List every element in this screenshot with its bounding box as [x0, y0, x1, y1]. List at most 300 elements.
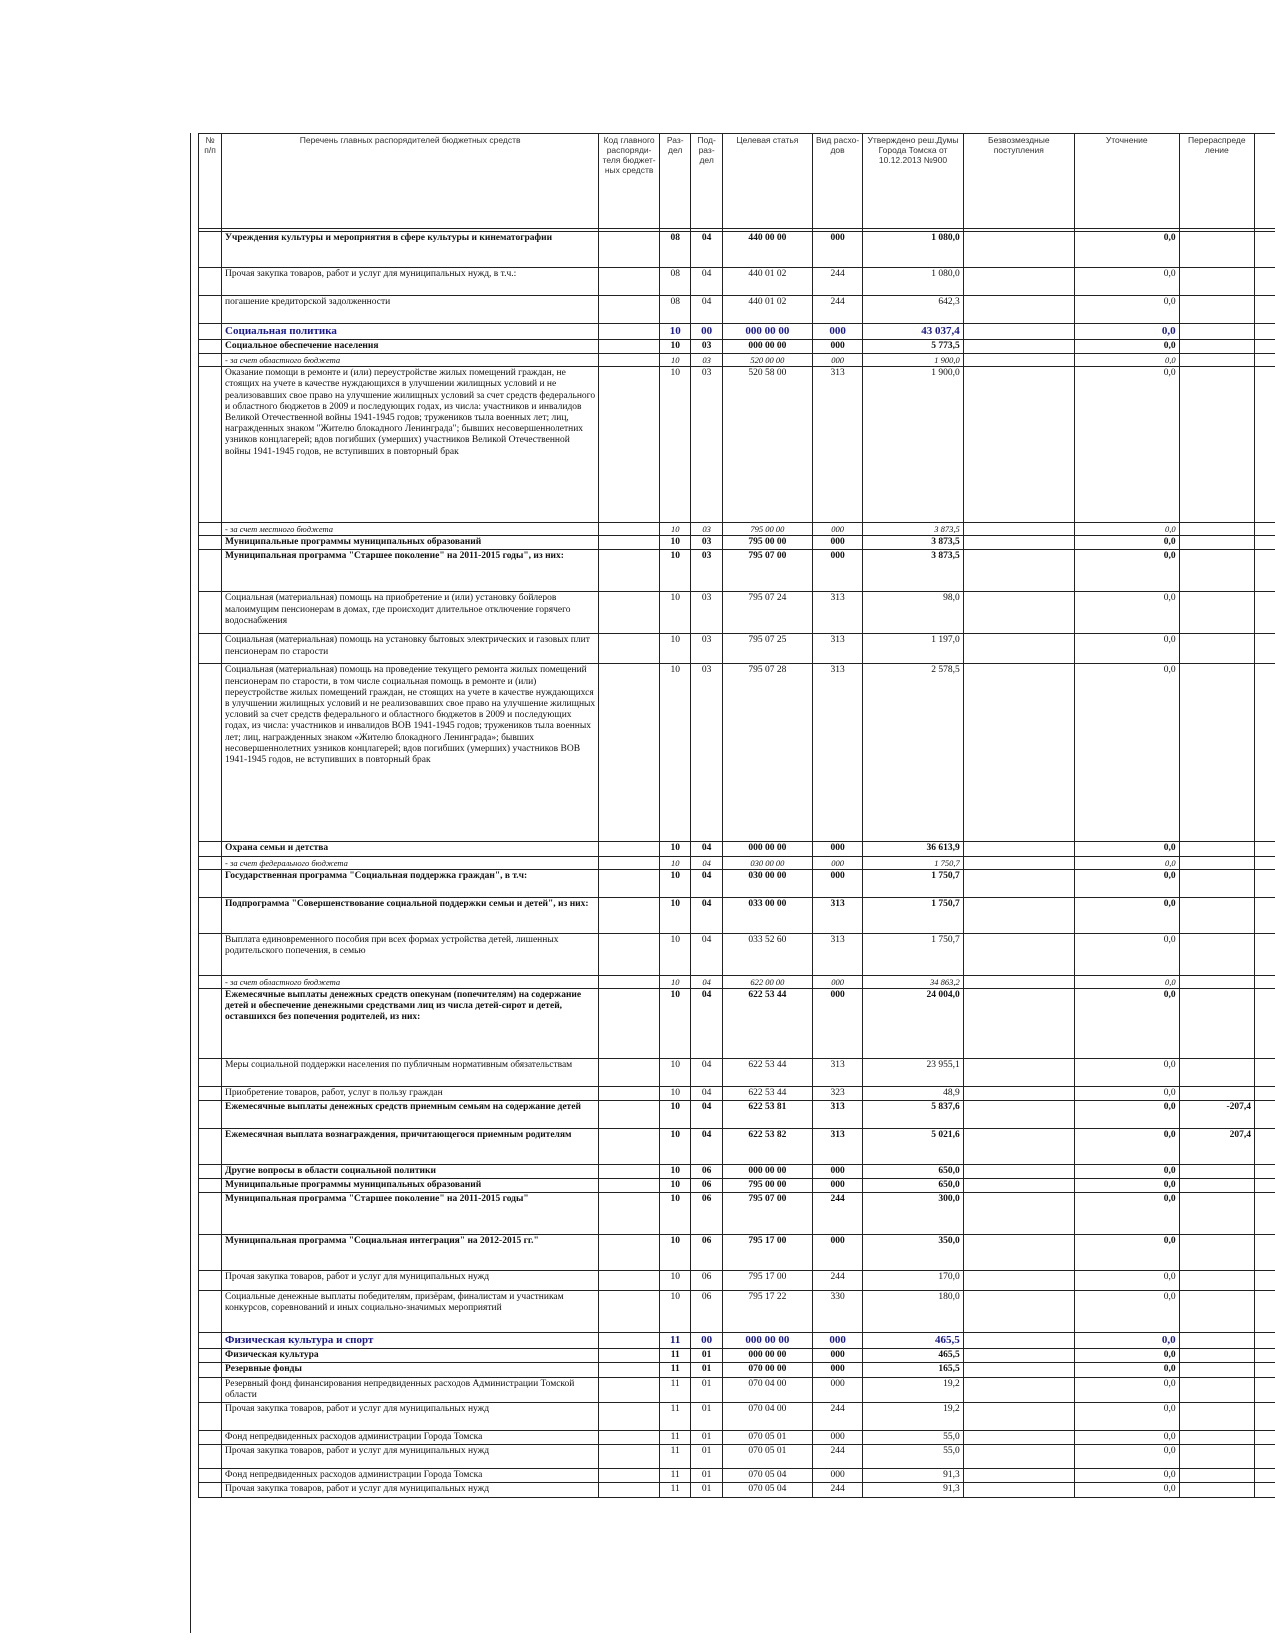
row-utochn-cell: 0,0 — [1074, 1483, 1179, 1497]
row-utochn-cell: 0,0 — [1074, 1086, 1179, 1100]
row-num-cell — [199, 1431, 222, 1445]
row-pereras-cell — [1179, 842, 1254, 856]
row-utv-cell: 1 080,0 — [863, 232, 964, 268]
row-celevaya-cell: 795 17 00 — [722, 1271, 812, 1291]
row-extra-cell — [1255, 1469, 1275, 1483]
table-row — [199, 324, 1275, 340]
row-kod-cell — [599, 296, 660, 324]
row-razdel-cell: 10 — [660, 367, 691, 523]
row-pereras-cell — [1179, 1403, 1254, 1431]
row-utochn-cell: 0,0 — [1074, 664, 1179, 842]
row-razdel-cell: 11 — [660, 1363, 691, 1377]
row-pereras-cell — [1179, 1333, 1254, 1349]
table-row — [199, 339, 1275, 353]
row-pereras-cell — [1179, 856, 1254, 869]
row-kod-cell — [599, 1363, 660, 1377]
row-num-cell — [199, 1164, 222, 1178]
row-bezvozm-cell — [963, 1271, 1074, 1291]
row-extra-cell — [1255, 592, 1275, 634]
row-bezvozm-cell — [963, 324, 1074, 340]
row-extra-cell — [1255, 354, 1275, 367]
row-num-cell — [199, 268, 222, 296]
row-celevaya-cell: 440 01 02 — [722, 296, 812, 324]
row-razdel-cell: 10 — [660, 897, 691, 933]
row-utv-cell: 5 837,6 — [863, 1100, 964, 1128]
row-pereras-cell — [1179, 1164, 1254, 1178]
row-podrazdel-cell: 03 — [691, 339, 722, 353]
row-celevaya-cell: 795 17 00 — [722, 1235, 812, 1271]
row-name-cell: Социальная (материальная) помощь на установку бытовых электрических и газовых плит пенсионерам по старости — [222, 634, 599, 664]
row-podrazdel-cell: 06 — [691, 1271, 722, 1291]
row-name-cell: Государственная программа "Социальная поддержка граждан", в т.ч: — [222, 869, 599, 897]
row-utv-cell: 1 750,7 — [863, 856, 964, 869]
row-kod-cell — [599, 1100, 660, 1128]
row-bezvozm-cell — [963, 933, 1074, 975]
table-row — [199, 634, 1275, 664]
row-celevaya-cell: 622 00 00 — [722, 975, 812, 988]
table-row — [199, 1403, 1275, 1431]
row-bezvozm-cell — [963, 523, 1074, 536]
row-razdel-cell: 10 — [660, 1164, 691, 1178]
row-celevaya-cell: 795 17 22 — [722, 1291, 812, 1333]
row-num-cell — [199, 869, 222, 897]
row-celevaya-cell: 000 00 00 — [722, 1164, 812, 1178]
row-extra-cell — [1255, 664, 1275, 842]
row-extra-cell — [1255, 324, 1275, 340]
row-num-cell — [199, 933, 222, 975]
row-vid-cell: 313 — [812, 367, 862, 523]
row-kod-cell — [599, 1179, 660, 1193]
row-celevaya-cell: 520 58 00 — [722, 367, 812, 523]
row-pereras-cell — [1179, 933, 1254, 975]
row-name-cell: Выплата единовременного пособия при всех формах устройства детей, лишенных родительского попечения, в семью — [222, 933, 599, 975]
row-utochn-cell: 0,0 — [1074, 842, 1179, 856]
row-podrazdel-cell: 04 — [691, 975, 722, 988]
row-razdel-cell: 10 — [660, 988, 691, 1058]
row-extra-cell — [1255, 1100, 1275, 1128]
row-podrazdel-cell: 01 — [691, 1363, 722, 1377]
row-utv-cell: 5 021,6 — [863, 1128, 964, 1164]
row-vid-cell: 000 — [812, 1469, 862, 1483]
row-pereras-cell — [1179, 536, 1254, 550]
row-extra-cell — [1255, 1164, 1275, 1178]
row-vid-cell: 313 — [812, 592, 862, 634]
row-name-cell: Фонд непредвиденных расходов администрации Города Томска — [222, 1431, 599, 1445]
row-vid-cell: 000 — [812, 856, 862, 869]
row-utv-cell: 1 750,7 — [863, 897, 964, 933]
row-razdel-cell: 10 — [660, 1235, 691, 1271]
row-celevaya-cell: 795 00 00 — [722, 536, 812, 550]
row-utv-cell: 465,5 — [863, 1349, 964, 1363]
row-vid-cell: 000 — [812, 1431, 862, 1445]
table-row — [199, 664, 1275, 842]
budget-table-sheet — [198, 133, 1275, 1498]
row-kod-cell — [599, 232, 660, 268]
row-name-cell: Муниципальная программа "Старшее поколение" на 2011-2015 годы" — [222, 1193, 599, 1235]
row-podrazdel-cell: 04 — [691, 988, 722, 1058]
row-celevaya-cell: 070 05 04 — [722, 1469, 812, 1483]
row-extra-cell — [1255, 1128, 1275, 1164]
row-num-cell — [199, 1058, 222, 1086]
row-name-cell: - за счет местного бюджета — [222, 523, 599, 536]
row-utochn-cell: 0,0 — [1074, 268, 1179, 296]
row-podrazdel-cell: 04 — [691, 1086, 722, 1100]
row-bezvozm-cell — [963, 1363, 1074, 1377]
row-bezvozm-cell — [963, 1128, 1074, 1164]
row-extra-cell — [1255, 1193, 1275, 1235]
row-pereras-cell — [1179, 1271, 1254, 1291]
row-extra-cell — [1255, 869, 1275, 897]
table-row — [199, 1058, 1275, 1086]
row-razdel-cell: 10 — [660, 592, 691, 634]
row-pereras-cell — [1179, 1058, 1254, 1086]
row-pereras-cell — [1179, 1235, 1254, 1271]
row-celevaya-cell: 622 53 81 — [722, 1100, 812, 1128]
header-vid: Вид расхо- дов — [812, 134, 862, 229]
row-vid-cell: 244 — [812, 1445, 862, 1469]
row-kod-cell — [599, 1483, 660, 1497]
row-utochn-cell: 0,0 — [1074, 1271, 1179, 1291]
row-bezvozm-cell — [963, 1179, 1074, 1193]
row-num-cell — [199, 592, 222, 634]
row-utv-cell: 3 873,5 — [863, 523, 964, 536]
row-bezvozm-cell — [963, 1193, 1074, 1235]
row-name-cell: Ежемесячная выплата вознаграждения, причитающегося приемным родителям — [222, 1128, 599, 1164]
row-bezvozm-cell — [963, 1445, 1074, 1469]
row-vid-cell: 000 — [812, 1164, 862, 1178]
row-razdel-cell: 10 — [660, 536, 691, 550]
table-row — [199, 1469, 1275, 1483]
row-celevaya-cell: 070 04 00 — [722, 1403, 812, 1431]
row-podrazdel-cell: 06 — [691, 1164, 722, 1178]
row-extra-cell — [1255, 268, 1275, 296]
row-name-cell: - за счет федерального бюджета — [222, 856, 599, 869]
row-bezvozm-cell — [963, 988, 1074, 1058]
row-num-cell — [199, 367, 222, 523]
row-bezvozm-cell — [963, 232, 1074, 268]
row-razdel-cell: 10 — [660, 523, 691, 536]
row-utochn-cell: 0,0 — [1074, 1128, 1179, 1164]
table-row — [199, 1235, 1275, 1271]
row-name-cell: Прочая закупка товаров, работ и услуг для муниципальных нужд, в т.ч.: — [222, 268, 599, 296]
row-name-cell: Физическая культура и спорт — [222, 1333, 599, 1349]
row-kod-cell — [599, 1333, 660, 1349]
row-pereras-cell — [1179, 550, 1254, 592]
row-utv-cell: 650,0 — [863, 1164, 964, 1178]
row-pereras-cell — [1179, 1193, 1254, 1235]
table-row — [199, 1333, 1275, 1349]
row-kod-cell — [599, 1431, 660, 1445]
row-vid-cell: 000 — [812, 354, 862, 367]
row-vid-cell: 000 — [812, 339, 862, 353]
row-extra-cell — [1255, 634, 1275, 664]
row-extra-cell — [1255, 1363, 1275, 1377]
row-num-cell — [199, 1100, 222, 1128]
row-extra-cell — [1255, 296, 1275, 324]
row-num-cell — [199, 1235, 222, 1271]
row-num-cell — [199, 1469, 222, 1483]
table-row — [199, 523, 1275, 536]
row-utv-cell: 48,9 — [863, 1086, 964, 1100]
row-name-cell: Муниципальная программа "Социальная интеграция" на 2012-2015 гг." — [222, 1235, 599, 1271]
row-vid-cell: 000 — [812, 1333, 862, 1349]
row-podrazdel-cell: 04 — [691, 869, 722, 897]
row-kod-cell — [599, 933, 660, 975]
row-pereras-cell — [1179, 232, 1254, 268]
row-extra-cell — [1255, 975, 1275, 988]
row-bezvozm-cell — [963, 1377, 1074, 1402]
row-celevaya-cell: 030 00 00 — [722, 869, 812, 897]
row-kod-cell — [599, 856, 660, 869]
row-kod-cell — [599, 975, 660, 988]
row-podrazdel-cell: 04 — [691, 296, 722, 324]
row-kod-cell — [599, 988, 660, 1058]
row-celevaya-cell: 000 00 00 — [722, 339, 812, 353]
row-num-cell — [199, 1483, 222, 1497]
header-name: Перечень главных распорядителей бюджетных средств — [222, 134, 599, 229]
row-utv-cell: 5 773,5 — [863, 339, 964, 353]
row-kod-cell — [599, 1058, 660, 1086]
row-vid-cell: 000 — [812, 1377, 862, 1402]
row-utv-cell: 19,2 — [863, 1403, 964, 1431]
row-utochn-cell: 0,0 — [1074, 1445, 1179, 1469]
row-extra-cell — [1255, 550, 1275, 592]
row-bezvozm-cell — [963, 1403, 1074, 1431]
row-num-cell — [199, 1086, 222, 1100]
row-extra-cell — [1255, 536, 1275, 550]
row-num-cell — [199, 536, 222, 550]
row-extra-cell — [1255, 1431, 1275, 1445]
row-celevaya-cell: 000 00 00 — [722, 1333, 812, 1349]
row-celevaya-cell: 622 53 82 — [722, 1128, 812, 1164]
row-razdel-cell: 08 — [660, 268, 691, 296]
table-row — [199, 897, 1275, 933]
row-pereras-cell — [1179, 1469, 1254, 1483]
row-name-cell: Социальная политика — [222, 324, 599, 340]
table-row — [199, 1363, 1275, 1377]
row-utochn-cell: 0,0 — [1074, 296, 1179, 324]
row-bezvozm-cell — [963, 975, 1074, 988]
row-podrazdel-cell: 04 — [691, 1058, 722, 1086]
row-num-cell — [199, 1271, 222, 1291]
row-name-cell: Охрана семьи и детства — [222, 842, 599, 856]
table-row — [199, 550, 1275, 592]
row-num-cell — [199, 1403, 222, 1431]
row-extra-cell — [1255, 988, 1275, 1058]
row-name-cell: Приобретение товаров, работ, услуг в пользу граждан — [222, 1086, 599, 1100]
row-podrazdel-cell: 03 — [691, 523, 722, 536]
row-pereras-cell — [1179, 592, 1254, 634]
row-utv-cell: 91,3 — [863, 1483, 964, 1497]
row-num-cell — [199, 354, 222, 367]
row-vid-cell: 244 — [812, 1271, 862, 1291]
row-pereras-cell: -207,4 — [1179, 1100, 1254, 1128]
row-extra-cell — [1255, 1271, 1275, 1291]
row-pereras-cell — [1179, 1291, 1254, 1333]
table-row — [199, 1349, 1275, 1363]
row-celevaya-cell: 795 00 00 — [722, 523, 812, 536]
row-name-cell: Оказание помощи в ремонте и (или) переустройстве жилых помещений граждан, не стоящих на учете в качестве нуждающихся в улучшении жилищных условий и не реализовавших свое право на улучшение жилищных условий за счет средств федерального и областного бюджетов в 2009 и последующих годах, из числа: участников и инвалидов Великой Отечественной войны 1941-1945 годов; тружеников тыла военных лет; лиц, награжденных знаком "Жителю блокадного Ленинграда"; бывших несовершеннолетних узников концлагерей; вдов погибших (умерших) участников Великой Отечественной войны 1941-1945 годов, не вступивших в повторный брак — [222, 367, 599, 523]
row-celevaya-cell: 795 07 25 — [722, 634, 812, 664]
row-utv-cell: 3 873,5 — [863, 550, 964, 592]
row-razdel-cell: 10 — [660, 1100, 691, 1128]
row-razdel-cell: 10 — [660, 1128, 691, 1164]
row-utochn-cell: 0,0 — [1074, 1377, 1179, 1402]
row-utv-cell: 465,5 — [863, 1333, 964, 1349]
row-utv-cell: 350,0 — [863, 1235, 964, 1271]
row-utochn-cell: 0,0 — [1074, 1235, 1179, 1271]
row-kod-cell — [599, 339, 660, 353]
table-row — [199, 869, 1275, 897]
row-utv-cell: 34 863,2 — [863, 975, 964, 988]
row-num-cell — [199, 1128, 222, 1164]
row-podrazdel-cell: 01 — [691, 1349, 722, 1363]
row-num-cell — [199, 988, 222, 1058]
row-utochn-cell: 0,0 — [1074, 339, 1179, 353]
row-kod-cell — [599, 324, 660, 340]
row-pereras-cell — [1179, 1179, 1254, 1193]
row-razdel-cell: 10 — [660, 933, 691, 975]
table-row — [199, 933, 1275, 975]
row-num-cell — [199, 1363, 222, 1377]
table-row — [199, 1431, 1275, 1445]
row-extra-cell — [1255, 1483, 1275, 1497]
row-podrazdel-cell: 06 — [691, 1291, 722, 1333]
row-kod-cell — [599, 268, 660, 296]
row-razdel-cell: 10 — [660, 1058, 691, 1086]
row-bezvozm-cell — [963, 664, 1074, 842]
row-utv-cell: 650,0 — [863, 1179, 964, 1193]
row-kod-cell — [599, 1291, 660, 1333]
row-razdel-cell: 11 — [660, 1431, 691, 1445]
row-utv-cell: 1 197,0 — [863, 634, 964, 664]
row-name-cell: - за счет областного бюджета — [222, 975, 599, 988]
row-utv-cell: 1 080,0 — [863, 268, 964, 296]
row-vid-cell: 000 — [812, 324, 862, 340]
row-bezvozm-cell — [963, 1483, 1074, 1497]
row-kod-cell — [599, 1445, 660, 1469]
row-num-cell — [199, 1179, 222, 1193]
row-extra-cell — [1255, 367, 1275, 523]
row-utochn-cell: 0,0 — [1074, 536, 1179, 550]
table-row — [199, 1483, 1275, 1497]
row-num-cell — [199, 232, 222, 268]
table-row — [199, 1271, 1275, 1291]
row-bezvozm-cell — [963, 634, 1074, 664]
table-row — [199, 296, 1275, 324]
header-celevaya: Целевая статья — [722, 134, 812, 229]
row-razdel-cell: 11 — [660, 1483, 691, 1497]
row-kod-cell — [599, 1377, 660, 1402]
table-row — [199, 1164, 1275, 1178]
row-pereras-cell — [1179, 975, 1254, 988]
budget-table — [198, 133, 1275, 1498]
row-vid-cell: 000 — [812, 523, 862, 536]
row-name-cell: Прочая закупка товаров, работ и услуг для муниципальных нужд — [222, 1403, 599, 1431]
row-pereras-cell — [1179, 268, 1254, 296]
row-extra-cell — [1255, 232, 1275, 268]
row-celevaya-cell: 070 04 00 — [722, 1377, 812, 1402]
table-row — [199, 842, 1275, 856]
row-utv-cell: 300,0 — [863, 1193, 964, 1235]
row-vid-cell: 000 — [812, 988, 862, 1058]
row-utv-cell: 91,3 — [863, 1469, 964, 1483]
row-celevaya-cell: 795 07 00 — [722, 550, 812, 592]
row-num-cell — [199, 975, 222, 988]
row-razdel-cell: 10 — [660, 550, 691, 592]
row-num-cell — [199, 1333, 222, 1349]
row-num-cell — [199, 1377, 222, 1402]
row-podrazdel-cell: 04 — [691, 232, 722, 268]
row-podrazdel-cell: 01 — [691, 1403, 722, 1431]
table-row — [199, 1086, 1275, 1100]
row-razdel-cell: 10 — [660, 664, 691, 842]
row-celevaya-cell: 795 07 28 — [722, 664, 812, 842]
row-utochn-cell: 0,0 — [1074, 1403, 1179, 1431]
row-vid-cell: 313 — [812, 664, 862, 842]
row-num-cell — [199, 1291, 222, 1333]
row-podrazdel-cell: 01 — [691, 1431, 722, 1445]
row-utochn-cell: 0,0 — [1074, 1164, 1179, 1178]
row-podrazdel-cell: 03 — [691, 592, 722, 634]
row-extra-cell — [1255, 842, 1275, 856]
row-vid-cell: 000 — [812, 842, 862, 856]
row-utv-cell: 1 750,7 — [863, 933, 964, 975]
row-podrazdel-cell: 06 — [691, 1179, 722, 1193]
row-celevaya-cell: 622 53 44 — [722, 988, 812, 1058]
row-vid-cell: 000 — [812, 1179, 862, 1193]
row-utochn-cell: 0,0 — [1074, 634, 1179, 664]
row-bezvozm-cell — [963, 339, 1074, 353]
header-pereras: Перераспреде ление — [1179, 134, 1254, 229]
row-extra-cell — [1255, 523, 1275, 536]
row-num-cell — [199, 296, 222, 324]
row-kod-cell — [599, 1235, 660, 1271]
row-pereras-cell — [1179, 1363, 1254, 1377]
row-razdel-cell: 11 — [660, 1403, 691, 1431]
row-kod-cell — [599, 1403, 660, 1431]
row-bezvozm-cell — [963, 296, 1074, 324]
row-razdel-cell: 11 — [660, 1445, 691, 1469]
row-num-cell — [199, 897, 222, 933]
row-name-cell: Социальные денежные выплаты победителям, призёрам, финалистам и участникам конкурсов, соревнований и иных социально-значимых мероприятий — [222, 1291, 599, 1333]
row-celevaya-cell: 070 05 01 — [722, 1431, 812, 1445]
row-name-cell: Прочая закупка товаров, работ и услуг для муниципальных нужд — [222, 1483, 599, 1497]
row-kod-cell — [599, 367, 660, 523]
row-utochn-cell: 0,0 — [1074, 550, 1179, 592]
row-utochn-cell: 0,0 — [1074, 367, 1179, 523]
row-name-cell: Меры социальной поддержки населения по публичным нормативным обязательствам — [222, 1058, 599, 1086]
budget-table-body — [199, 232, 1275, 1498]
row-num-cell — [199, 634, 222, 664]
row-razdel-cell: 10 — [660, 1271, 691, 1291]
row-bezvozm-cell — [963, 1469, 1074, 1483]
row-pereras-cell — [1179, 354, 1254, 367]
row-extra-cell — [1255, 1179, 1275, 1193]
row-celevaya-cell: 622 53 44 — [722, 1086, 812, 1100]
row-razdel-cell: 11 — [660, 1333, 691, 1349]
row-utochn-cell: 0,0 — [1074, 1100, 1179, 1128]
row-extra-cell — [1255, 1377, 1275, 1402]
header-utochn: Уточнение — [1074, 134, 1179, 229]
table-row — [199, 1128, 1275, 1164]
row-celevaya-cell: 440 01 02 — [722, 268, 812, 296]
row-podrazdel-cell: 04 — [691, 1128, 722, 1164]
row-razdel-cell: 10 — [660, 339, 691, 353]
row-celevaya-cell: 795 07 00 — [722, 1193, 812, 1235]
row-vid-cell: 313 — [812, 1128, 862, 1164]
row-utv-cell: 1 750,7 — [863, 869, 964, 897]
